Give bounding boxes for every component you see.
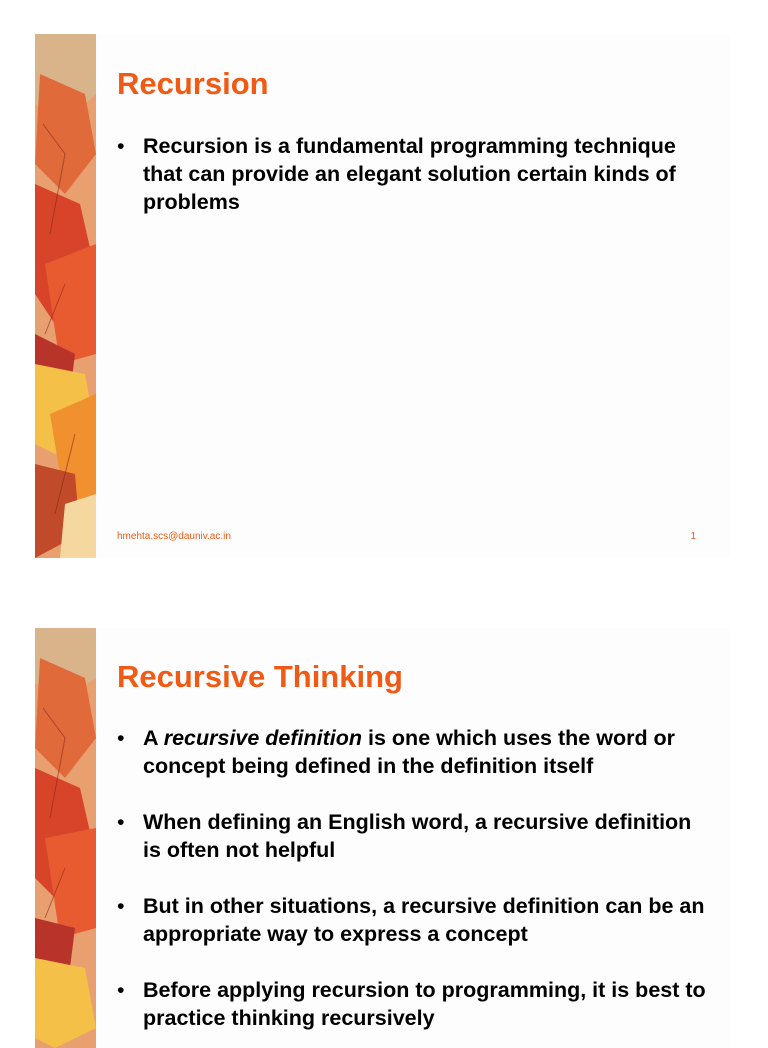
bullet-list xyxy=(117,724,706,1048)
autumn-leaves-strip xyxy=(35,34,96,558)
bullet-text: But in other situations, a recursive definition can be an appropriate way to express a concept xyxy=(143,894,705,946)
bullet-text-post: is one which uses the word or concept being defined in the definition itself xyxy=(143,726,676,778)
autumn-leaves-image xyxy=(35,628,96,1048)
autumn-leaves-strip xyxy=(35,628,96,1048)
bullet-item xyxy=(117,724,706,780)
bullet-dot-icon: • xyxy=(117,134,125,158)
bullet-list xyxy=(117,132,706,244)
autumn-leaves-image xyxy=(35,34,96,558)
bullet-text: Recursion is a fundamental programming technique that can provide an elegant solution certain kinds of problems xyxy=(143,134,676,214)
slide-title: Recursive Thinking xyxy=(117,659,403,694)
page-number: 1 xyxy=(690,531,696,542)
bullet-dot-icon: • xyxy=(117,894,125,918)
bullet-dot-icon: • xyxy=(117,726,125,750)
bullet-item xyxy=(117,132,706,216)
bullet-text: Before applying recursion to programming, it is best to practice thinking recursively xyxy=(143,978,706,1030)
bullet-item xyxy=(117,808,706,864)
bullet-dot-icon: • xyxy=(117,810,125,834)
bullet-dot-icon: • xyxy=(117,978,125,1002)
slide-1 xyxy=(35,34,730,558)
bullet-text-pre: A xyxy=(143,726,164,750)
slide-title: Recursion xyxy=(117,66,269,101)
footer-email: hmehta.scs@dauniv.ac.in xyxy=(117,531,231,542)
slide-2 xyxy=(35,628,730,1048)
bullet-text xyxy=(143,726,675,778)
bullet-text-emphasis: recursive definition xyxy=(163,726,363,750)
bullet-item xyxy=(117,892,706,948)
bullet-text: When defining an English word, a recursive definition is often not helpful xyxy=(143,810,692,862)
